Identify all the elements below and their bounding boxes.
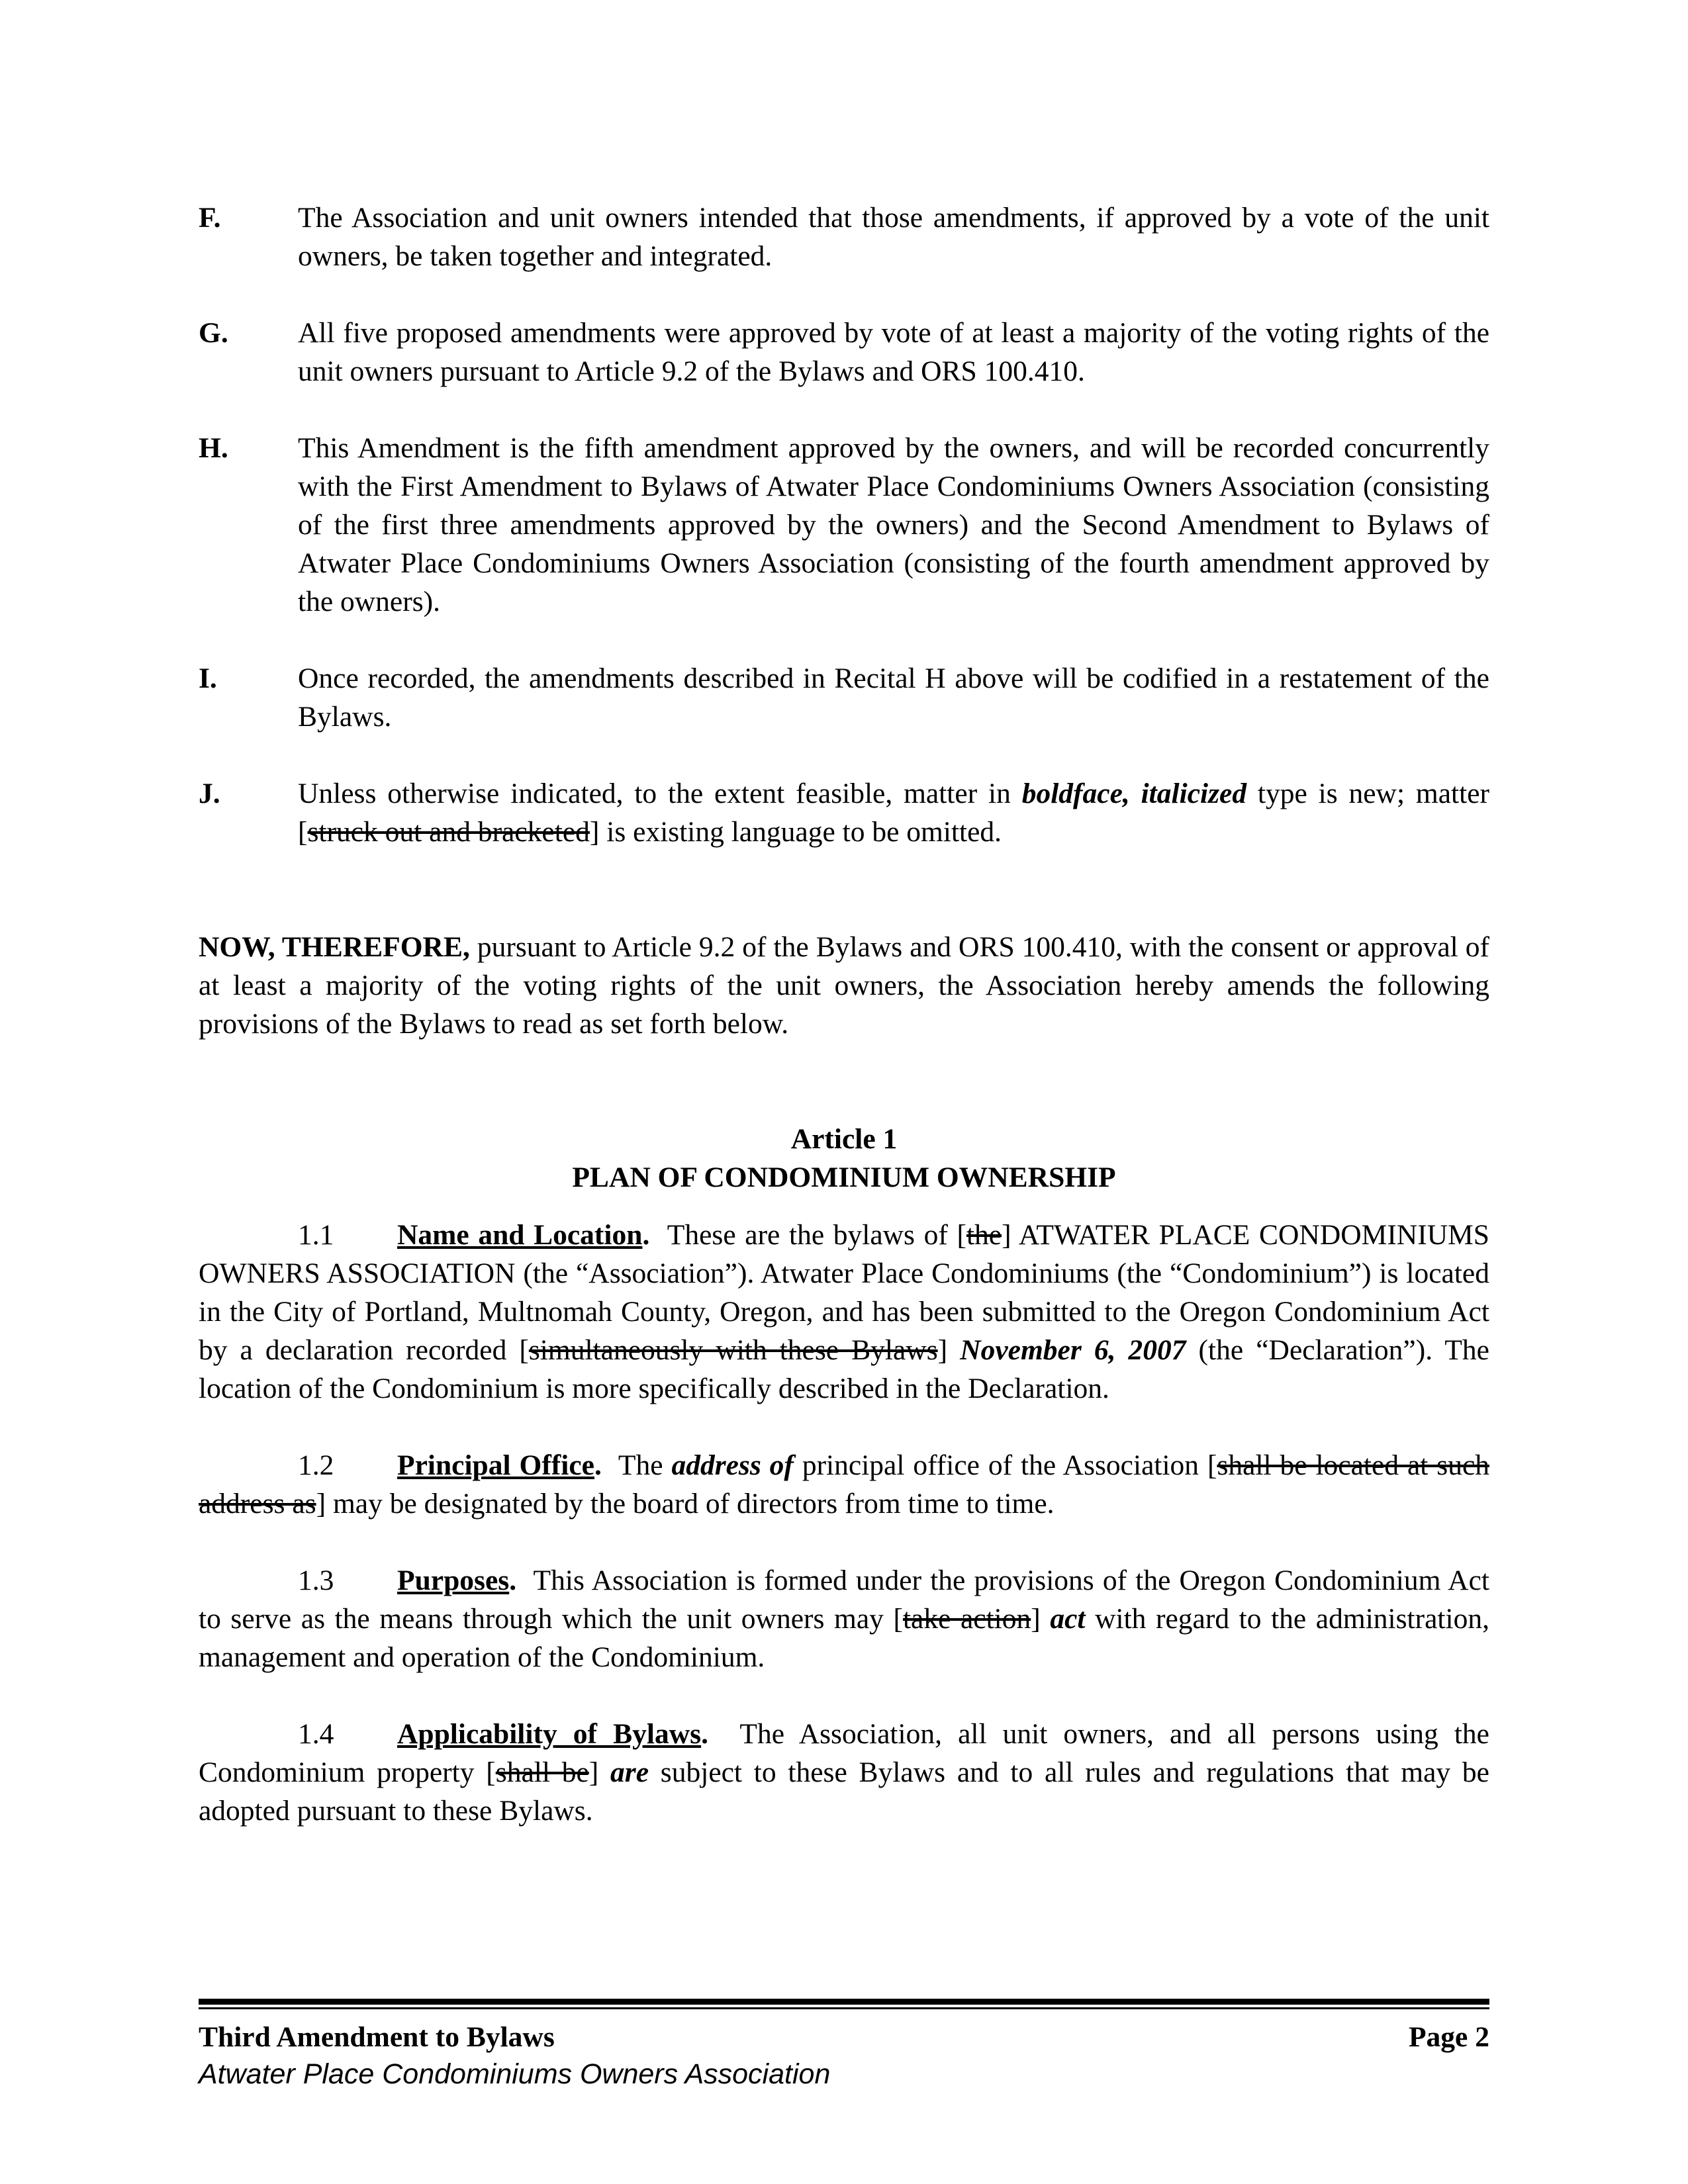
text-run: pursuant to Article 9.2 of the Bylaws and ORS 100.410, with the consent or approval of at least a majority of the voting rights of the unit owners, the Association hereby amends the following provisions of the Bylaws to read as set forth below. [199, 931, 1489, 1040]
new-text: are [610, 1756, 649, 1788]
recital-text [298, 774, 1489, 851]
recital-text: This Amendment is the fifth amendment approved by the owners, and will be recorded concurrently with the First Amendment to Bylaws of Atwater Place Condominiums Owners Association (consisting of the first three amendments approved by the owners) and the Second Amendment to Bylaws of Atwater Place Condominiums Owners Association (consisting of the fourth amendment approved by the owners). [298, 432, 1489, 617]
struck-text: struck out and bracketed [307, 816, 590, 848]
recital-text: Once recorded, the amendments described in Recital H above will be codified in a restatement of the Bylaws. [298, 662, 1489, 733]
recital-letter: H. [199, 432, 228, 464]
struck-text: shall be [495, 1756, 589, 1788]
new-text: November 6, 2007 [960, 1334, 1186, 1366]
recital-f [199, 199, 1489, 275]
recital-letter: G. [199, 317, 228, 349]
new-text: boldface, italicized [1021, 778, 1247, 809]
footer-rule [199, 1999, 1489, 2005]
recital-g [199, 314, 1489, 390]
text-run: ] may be designated by the board of directors from time to time. [316, 1488, 1055, 1520]
footer-subtitle: Atwater Place Condominiums Owners Association [199, 2058, 831, 2090]
text-run: ] [588, 1756, 611, 1788]
text-run: The [601, 1449, 672, 1481]
text-run: Unless otherwise indicated, to the extent feasible, matter in [298, 778, 1022, 809]
struck-text: the [966, 1219, 1002, 1251]
section-1-2: 1.2 Principal Office. The address of principal office of the Association [shall be located at such address as] may be designated by the board of directors from time to time. [199, 1446, 1489, 1523]
recital-text: The Association and unit owners intended that those amendments, if approved by a vote of the unit owners, be taken together and integrated. [298, 202, 1489, 272]
text-run: ] [937, 1334, 961, 1366]
now-therefore-paragraph [199, 928, 1489, 1043]
text-run: principal office of the Association [ [793, 1449, 1217, 1481]
section-1-1: 1.1 Name and Location. These are the bylaws of [the] ATWATER PLACE CONDOMINIUMS OWNERS ASSOCIATION (the “Association”). Atwater Place Condominiums (the “Condominium”) is located in the City of Portland, Multnomah County, Oregon, and has been submitted to the Oregon Condominium Act by a declaration recorded [simultaneously with these Bylaws] November 6, 2007 (the “Declaration”). The location of the Condominium is more specifically described in the Declaration. [199, 1216, 1489, 1408]
section-number: 1.1 [298, 1219, 334, 1251]
page-footer [199, 1999, 1489, 2093]
section-heading: Name and Location [397, 1219, 643, 1251]
text-run: subject to these Bylaws and to all rules and regulations that may be adopted pursuant to these Bylaws. [199, 1756, 1489, 1827]
struck-text: take action [902, 1603, 1031, 1635]
now-therefore-lead: NOW, THEREFORE, [199, 931, 470, 963]
footer-title: Third Amendment to Bylaws [199, 2021, 555, 2053]
text-run: The Association, all unit owners, and all persons using the Condominium property [ [199, 1718, 1497, 1788]
text-run: with regard to the administration, management and operation of the Condominium. [199, 1603, 1489, 1673]
text-run: ] is existing language to be omitted. [589, 816, 1002, 848]
recital-letter: I. [199, 662, 217, 694]
section-heading: Applicability of Bylaws [397, 1718, 702, 1750]
text-run: (the “Declaration”). The location of the Condominium is more specifically described in the Declaration. [199, 1334, 1489, 1404]
text-run: ] [1031, 1603, 1051, 1635]
new-text: act [1050, 1603, 1086, 1635]
page-number: Page 2 [1408, 2021, 1489, 2053]
recital-i [199, 659, 1489, 736]
section-1-3: 1.3 Purposes. This Association is formed under the provisions of the Oregon Condominium Act to serve as the means through which the unit owners may [take action] act with regard to the administration, management and operation of the Condominium. [199, 1561, 1489, 1676]
document-page [199, 199, 1497, 1868]
recital-j [199, 774, 1489, 851]
article-title: PLAN OF CONDOMINIUM OWNERSHIP [572, 1161, 1116, 1193]
struck-text: simultaneously with these Bylaws [528, 1334, 938, 1366]
struck-text: shall be located at such address as [199, 1449, 1490, 1520]
section-heading: Purposes [397, 1565, 510, 1596]
text-run: These are the bylaws of [ [649, 1219, 966, 1251]
section-heading: Principal Office [397, 1449, 594, 1481]
recital-h [199, 429, 1489, 621]
section-number: 1.2 [298, 1449, 334, 1481]
footer-rule [199, 2007, 1489, 2009]
section-number: 1.3 [298, 1565, 334, 1596]
recital-text: All five proposed amendments were approved by vote of at least a majority of the voting rights of the unit owners pursuant to Article 9.2 of the Bylaws and ORS 100.410. [298, 317, 1489, 387]
text-run: ] ATWATER PLACE CONDOMINIUMS OWNERS ASSOCIATION (the “Association”). Atwater Place Condominiums (the “Condominium”) is located in the City of Portland, Multnomah County, Oregon, and has been submitted to the Oregon Condominium Act by a declaration recorded [ [199, 1219, 1489, 1366]
section-number: 1.4 [298, 1718, 334, 1750]
text-run: type is new; matter [ [298, 778, 1489, 848]
section-1-4: 1.4 Applicability of Bylaws. The Association, all unit owners, and all persons using the Condominium property [shall be] are subject to these Bylaws and to all rules and regulations that may be adopted pursuant to these Bylaws. [199, 1715, 1489, 1830]
recital-letter: J. [199, 778, 220, 809]
recital-letter: F. [199, 202, 221, 234]
new-text: address of [671, 1449, 794, 1481]
article-number: Article 1 [790, 1123, 898, 1155]
text-run: This Association is formed under the provisions of the Oregon Condominium Act to serve as the means through which the unit owners may [ [199, 1565, 1497, 1635]
